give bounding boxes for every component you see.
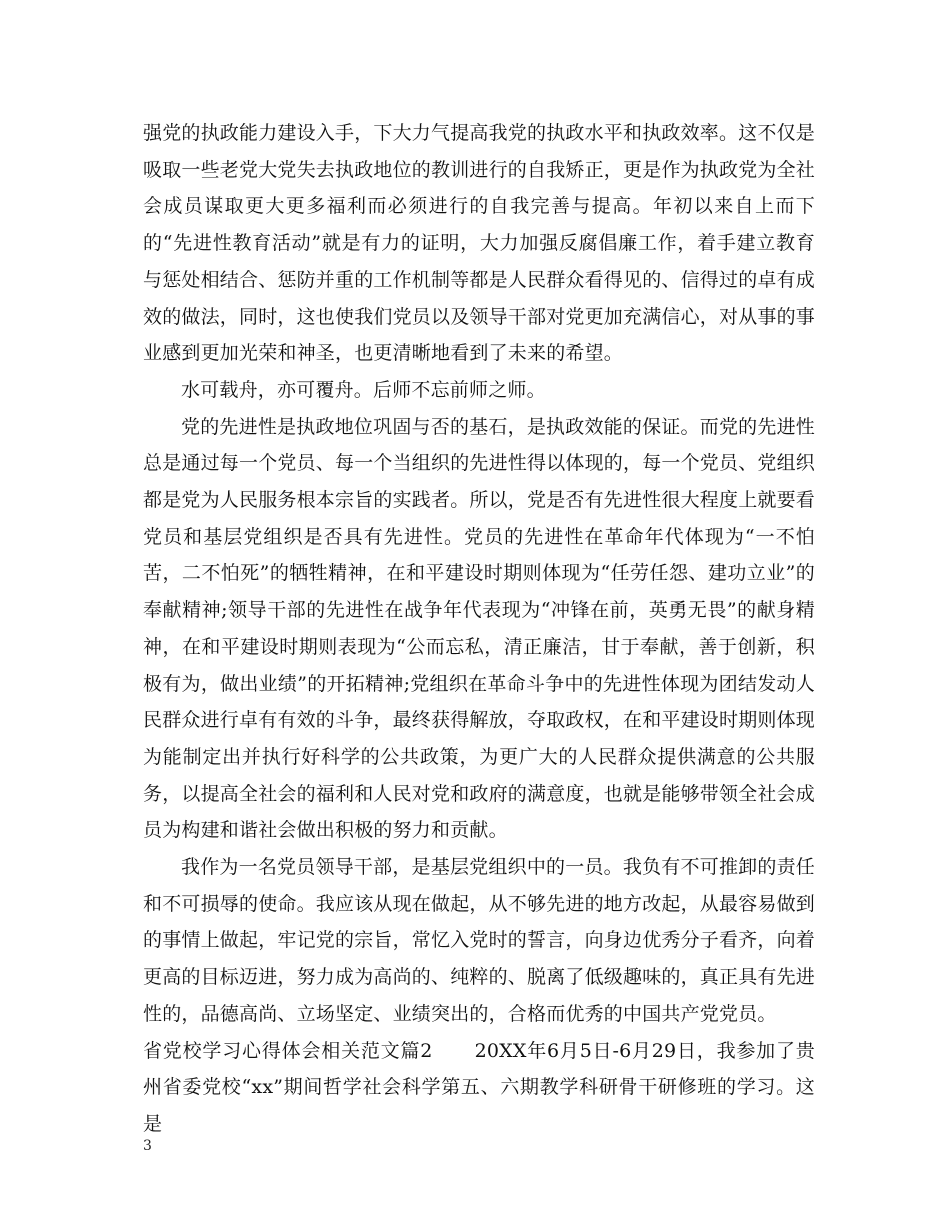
paragraph-personal-commitment: 我作为一名党员领导干部，是基层党组织中的一员。我负有不可推卸的责任和不可损辱的使命。我应该从现在做起，从不够先进的地方改起，从最容易做到的事情上做起，牢记党的宗旨，常忆入党时的誓言，向身边优秀分子看齐，向着更高的目标迈进，努力成为高尚的、纯粹的、脱离了低级趣味的，真正具有先进性的，品德高尚、立场坚定、业绩突出的，合格而优秀的中国共产党党员。 (143, 856, 816, 1025)
paragraph-continuation: 强党的执政能力建设入手，下大力气提高我党的执政水平和执政效率。这不仅是吸取一些老党大党失去执政地位的教训进行的自我矫正，更是作为执政党为全社会成员谋取更大更多福利而必须进行的自我完善与提高。年初以来自上而下的“先进性教育活动”就是有力的证明，大力加强反腐倡廉工作，着手建立教育与惩处相结合、惩防并重的工作机制等都是人民群众看得见的、信得过的卓有成效的做法，同时，这也使我们党员以及领导干部对党更加充满信心，对从事的事业感到更加光荣和神圣，也更清晰地看到了未来的希望。 (143, 122, 816, 365)
page-number: 3 (143, 1138, 152, 1154)
paragraph-section-start (143, 1033, 815, 1143)
paragraph-proverb: 水可载舟，亦可覆舟。后师不忘前师之师。 (181, 378, 546, 401)
section-heading: 省党校学习心得体会相关范文篇2 (143, 1039, 433, 1062)
section-text: 20XX年6月5日-6月29日，我参加了贵州省委党校“xx”期间哲学社会科学第五、六期教学科研骨干研修班的学习。这是 (143, 1039, 815, 1135)
paragraph-party-advancement: 党的先进性是执政地位巩固与否的基石，是执政效能的保证。而党的先进性总是通过每一个党员、每一个当组织的先进性得以体现的，每一个党员、党组织都是党为人民服务根本宗旨的实践者。所以，党是否有先进性很大程度上就要看党员和基层党组织是否具有先进性。党员的先进性在革命年代体现为“一不怕苦，二不怕死”的牺牲精神，在和平建设时期则体现为“任劳任怨、建功立业”的奉献精神;领导干部的先进性在战争年代表现为“冲锋在前，英勇无畏”的献身精神，在和平建设时期则表现为“公而忘私，清正廉洁，甘于奉献，善于创新，积极有为，做出业绩”的开拓精神;党组织在革命斗争中的先进性体现为团结发动人民群众进行卓有有效的斗争，最终获得解放，夺取政权，在和平建设时期则体现为能制定出并执行好科学的公共政策，为更广大的人民群众提供满意的公共服务，以提高全社会的福利和人民对党和政府的满意度，也就是能够带领全社会成员为构建和谐社会做出积极的努力和贡献。 (143, 415, 816, 842)
document-body (143, 115, 815, 1143)
